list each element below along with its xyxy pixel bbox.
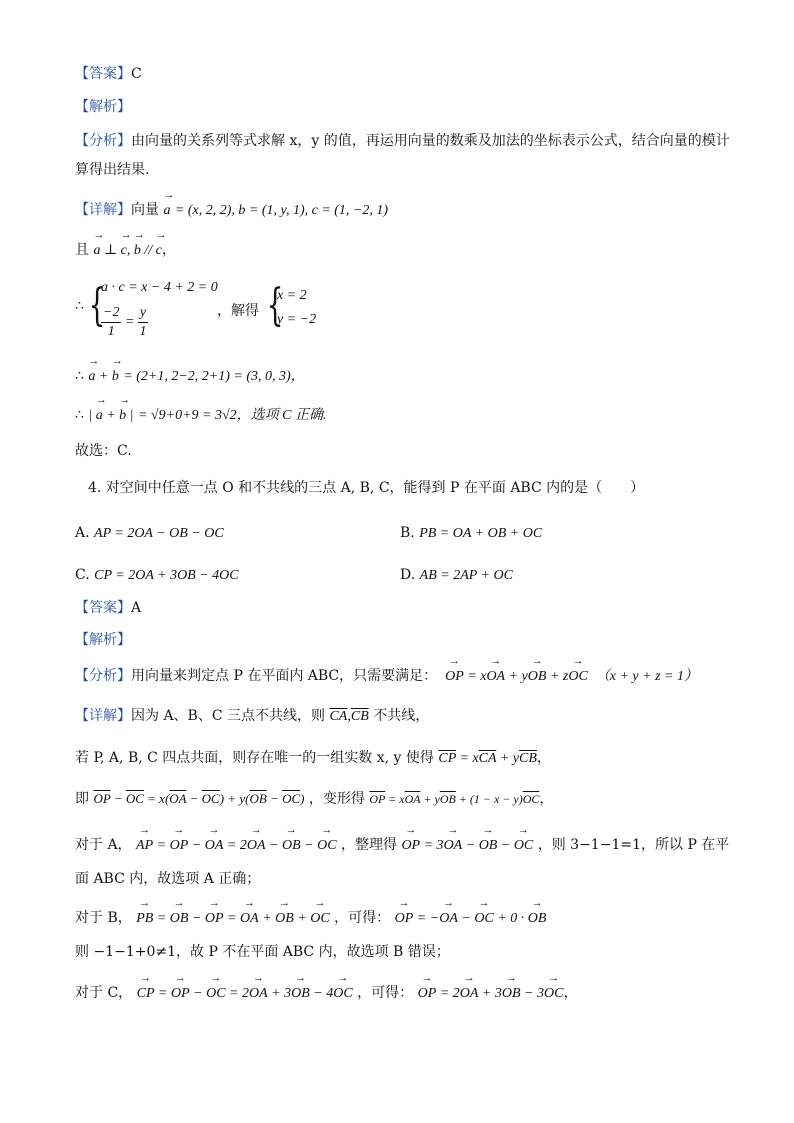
sum-text: = (2+1, 2−2, 2+1) = (3, 0, 3)，: [123, 369, 305, 384]
sol-x: x = 2: [277, 288, 307, 303]
q3-analysis-tag: 【解析】: [75, 99, 131, 115]
vectors-def: = (x, 2, 2), b = (1, y, 1), c = (1, −2, 1): [174, 203, 389, 218]
q4-option-d[interactable]: [400, 565, 513, 586]
detail-tag: 【详解】: [75, 708, 131, 724]
q4-detail-line4: 对于 A， → AP = → OP − → OA = 2→ OA − → OB − → OC ，整理得 → OP = 3→ OA − → OB − → OC ，则 3−1−1=1，所以 P 在平: [75, 835, 729, 856]
q3-choose: 故选：C.: [75, 443, 132, 459]
detail-8-mid: ，可得：: [357, 985, 414, 1001]
q4-detail-line8: 对于 C， → CP = → OP − → OC = 2→ OA + 3→ OB − 4→ OC ，可得： → OP = 2→ OA + 3→ OB − 3→ OC，: [75, 983, 577, 1004]
detail-4-end: ，则 3−1−1=1，所以 P 在平: [537, 837, 730, 853]
option-a-label: A.: [75, 525, 90, 541]
frac-num1: −2: [101, 304, 121, 323]
detail-3-mid: ，变形得: [308, 791, 365, 807]
q3-fenxi-line1: [75, 131, 730, 151]
q4-detail-line1: 【详解】因为 A、B、C 三点不共线，则 $\overline{CA},\overline{CB}$ 不共线，: [75, 708, 430, 724]
detail-8-prefix: 对于 C，: [75, 985, 133, 1001]
option-b-text: PB = OA + OB + OC: [419, 526, 543, 541]
mod-text: = √9+0+9 = 3√2，选项 C 正确.: [137, 408, 327, 423]
q3-sum-line: ∴ → a + → b = (2+1, 2−2, 2+1) = (3, 0, 3)，: [75, 366, 305, 387]
detail-intro: 向量: [131, 202, 159, 218]
fenxi-text-1: 由向量的关系列等式求解 x，y 的值，再运用向量的数乘及加法的坐标表示公式，结合向量的模计: [131, 133, 730, 149]
option-d-text: AB = 2AP + OC: [419, 568, 513, 583]
frac-den1: 1: [107, 324, 115, 339]
q3-detail-line: 【详解】向量 → a = (x, 2, 2), b = (1, y, 1), c = (1, −2, 1): [75, 200, 388, 221]
q4-detail-line2: 若 P, A, B, C 四点共面，则存在唯一的一组实数 x, y 使得 $\overline{CP} = x\overline{CA} + y\overline{CB}$，: [75, 750, 551, 766]
detail-6-mid: ，可得：: [334, 910, 391, 926]
q4-stem: 4. 对空间中任意一点 O 和不共线的三点 A, B, C，能得到 P 在平面 ABC 内的是（ ）: [88, 480, 645, 496]
option-d-label: D.: [400, 567, 416, 583]
q4-detail-line3: 即 $\overline{OP} - \overline{OC} = x(\overline{OA} - \overline{OC}) + y(\overline{OB} - \overline{OC})$ ，变形得 $\overline{OP} = x\overline{OA} + y\overline{OB} + (1 - x - y)\overline{OC}$，: [75, 791, 554, 807]
q4-detail-line5: 面 ABC 内，故选项 A 正确；: [75, 871, 261, 887]
detail-6-prefix: 对于 B，: [75, 910, 132, 926]
q3-answer-line: [75, 64, 142, 84]
answer-value: C: [131, 66, 142, 82]
answer-tag: 【答案】: [75, 600, 131, 616]
q4-answer-line: [75, 598, 141, 618]
answer-tag: 【答案】: [75, 66, 131, 82]
option-b-label: B.: [400, 525, 415, 541]
fenxi-tag: 【分析】: [75, 668, 131, 684]
option-c-label: C.: [75, 567, 90, 583]
q4-fenxi-line: 【分析】用向量来判定点 P 在平面内 ABC，只需要满足： → OP = x→ OA + y→ OB + z→ OC （x + y + z = 1）: [75, 666, 698, 687]
eq1: a · c = x − 4 + 2 = 0: [101, 280, 218, 295]
q4-option-c[interactable]: [75, 565, 239, 586]
q3-condition-line: 且 → a ⊥ → c, → b // → c，: [75, 240, 176, 261]
q4-analysis-tag: 【解析】: [75, 632, 131, 648]
q4-detail-line6: 对于 B， → PB = → OB − → OP = → OA + → OB + → OC ，可得： → OP = −→ OA − → OC + 0 · → OB: [75, 908, 546, 929]
q3-fenxi-line2: 算得出结果.: [75, 162, 150, 178]
detail-1: 因为 A、B、C 三点不共线，则: [131, 708, 326, 724]
fenxi-text: 用向量来判定点 P 在平面内 ABC，只需要满足：: [131, 668, 438, 684]
q4-option-b[interactable]: [400, 523, 542, 544]
fenxi-cond: （x + y + z = 1）: [595, 669, 698, 684]
answer-value: A: [131, 600, 142, 616]
cond-prefix: 且: [75, 242, 89, 258]
solve-label: ，解得: [217, 303, 259, 319]
detail-1-end: 不共线，: [373, 708, 430, 724]
detail-tag: 【详解】: [75, 202, 131, 218]
frac-num2: y: [138, 304, 148, 323]
q4-detail-line7: 则 −1−1+0≠1，故 P 不在平面 ABC 内，故选项 B 错误；: [75, 944, 450, 960]
detail-4-prefix: 对于 A，: [75, 837, 132, 853]
detail-2: 若 P, A, B, C 四点共面，则存在唯一的一组实数 x, y 使得: [75, 750, 434, 766]
sol-y: y = −2: [277, 312, 317, 327]
option-a-text: AP = 2OA − OB − OC: [94, 526, 224, 541]
detail-3-prefix: 即: [75, 791, 89, 807]
q4-option-a[interactable]: [75, 523, 224, 544]
fenxi-tag: 【分析】: [75, 133, 131, 149]
detail-4-mid: ，整理得: [340, 837, 397, 853]
q3-mod-line: ∴ | → a + → b | = √9+0+9 = 3√2，选项 C 正确.: [75, 405, 326, 426]
option-c-text: CP = 2OA + 3OB − 4OC: [94, 568, 239, 583]
frac-den2: 1: [139, 324, 147, 339]
